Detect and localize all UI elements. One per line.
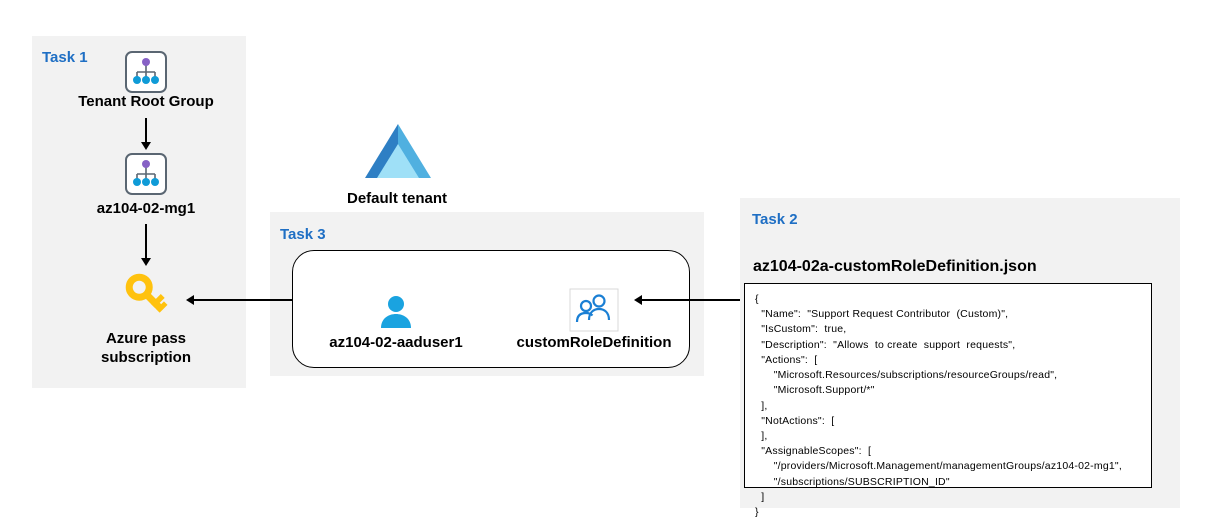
task2-file-name: az104-02a-customRoleDefinition.json [753,258,1037,275]
arrow-mg1-to-subscription-head [141,258,151,266]
custom-role-definition-label: customRoleDefinition [516,334,672,351]
json-definition-text: { "Name": "Support Request Contributor (Custom)", "IsCustom": true, "Description": "Allows to create support requests", "Actions": [ "Microsoft.Resources/subscriptions/resourceGroups/read", "Microsoft.Support/*" ], "NotActions": [ ], "AssignableScopes": [ "/providers/Microsoft.Management/managementGroups/az104-02-mg1", "/subscriptions/SUBSCRIPTION_ID" ] } [755,293,1122,519]
arrow-task3-to-key-head [186,295,194,305]
task1-title: Task 1 [42,49,88,66]
default-tenant-label: Default tenant [346,190,447,207]
task2-title: Task 2 [752,211,798,228]
arrow-json-to-role-line [640,299,740,301]
task3-title: Task 3 [280,226,326,243]
arrow-json-to-role-head [634,295,642,305]
role-users-icon [569,288,619,332]
arrow-trg-to-mg1-head [141,142,151,150]
key-icon [120,268,174,322]
management-group-icon [124,152,168,196]
aad-user-label: az104-02-aaduser1 [329,334,463,351]
tenant-root-group-label: Tenant Root Group [78,93,214,110]
tenant-pyramid-icon [359,122,437,184]
management-group-icon [124,50,168,94]
arrow-task3-to-key-line [192,299,292,301]
json-definition-box [744,283,1152,519]
management-group-label: az104-02-mg1 [96,200,196,217]
azure-pass-subscription-label: Azure pass subscription [100,330,191,366]
arrow-trg-to-mg1-line [145,118,147,144]
arrow-mg1-to-subscription-line [145,224,147,260]
user-icon [376,292,416,332]
